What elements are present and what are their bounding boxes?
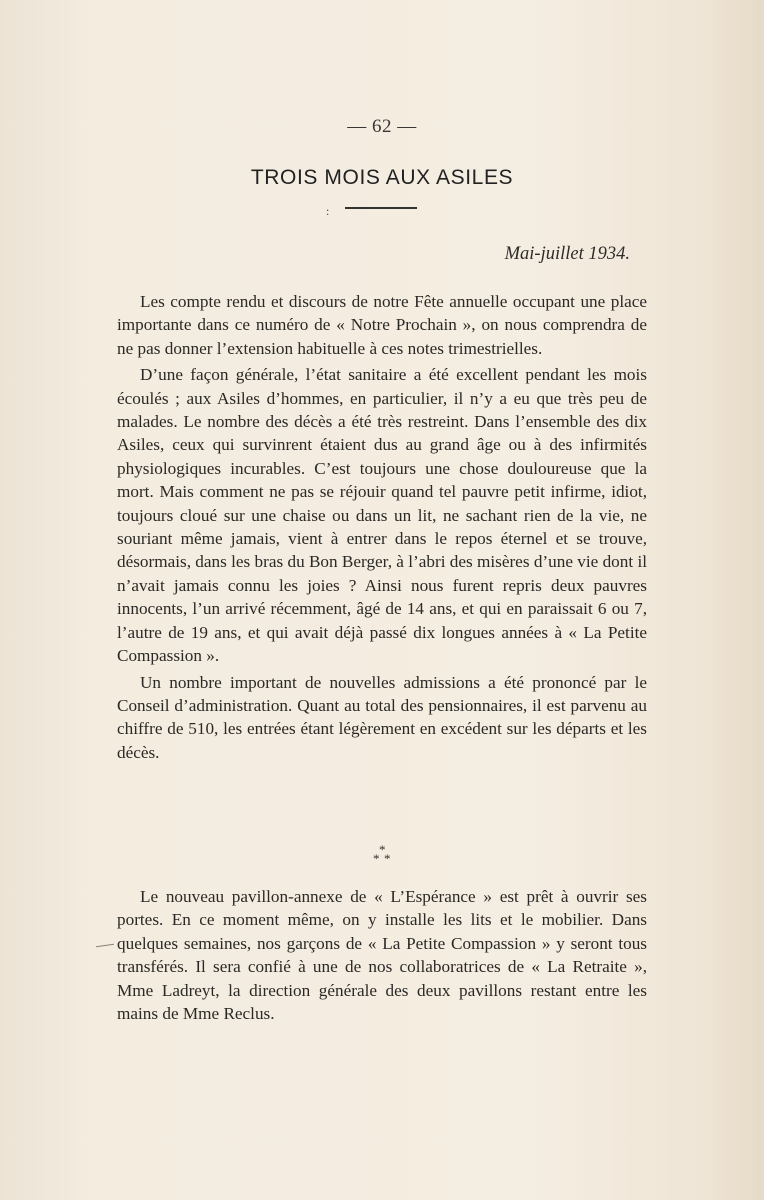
paragraph: Les compte rendu et discours de notre Fête annuelle occupant une place importante dans ce numéro de « Notre Prochain », on nous comprendra de ne pas donner l’extension habituelle à ces notes trimestrielles.: [117, 292, 647, 358]
asterism-star: *: [373, 851, 380, 866]
paragraph: Un nombre important de nouvelles admissions a été prononcé par le Conseil d’administration. Quant au total des pensionnaires, il est parvenu au chiffre de 510, les entrées étant légèrement en excédent sur les départs et les décès.: [117, 672, 647, 762]
paragraph: Le nouveau pavillon-annexe de « L’Espérance » est prêt à ouvrir ses portes. En ce moment même, on y installe les lits et le mobilier. Dans quelques semaines, nos garçons de « La Petite Compassion » y seront tous transférés. Il sera confié à une de nos collaboratrices de « La Retraite », Mme Ladreyt, la direction générale des deux pavillons restant entre les mains de Mme Reclus.: [117, 887, 647, 1024]
asterism-star: *: [379, 842, 386, 857]
margin-pencil-mark: [96, 944, 114, 947]
paragraph: D’une façon générale, l’état sanitaire a été excellent pendant les mois écoulés ; aux Asiles d’hommes, en particulier, il n’y a eu que très peu de malades. Le nombre des décès a été très restreint. Dans l’ensemble des dix Asiles, ceux qui survinrent étaient dus au grand âge ou à des infirmités physiologiques incurables. C’est toujours une chose douloureuse que la mort. Mais comment ne pas se réjouir quand tel pauvre petit infirme, idiot, toujours cloué sur une chaise ou dans un lit, ne sachant rien de la vie, ne souriant même jamais, vient à entrer dans le repos éternel et se trouve, désormais, dans les bras du Bon Berger, à l’abri des misères d’une vie dont il n’avait jamais connu les joies ? Ainsi nous furent repris deux pauvres innocents, l’un arrivé récemment, âgé de 14 ans, et qui en paraissait 6 ou 7, l’autre de 19 ans, et qui avait déjà passé dix longues années à « La Petite Compassion ».: [117, 365, 647, 666]
rule-dot: :: [326, 204, 330, 218]
body-text-block: [117, 290, 647, 764]
asterism-star: *: [384, 851, 391, 866]
dateline: Mai-juillet 1934.: [504, 244, 630, 264]
body-text-block: [117, 885, 647, 1025]
article-title: TROIS MOIS AUX ASILES: [250, 166, 514, 189]
asterism-separator: [371, 842, 395, 868]
title-rule: [345, 207, 417, 209]
page-number: — 62 —: [347, 116, 417, 137]
